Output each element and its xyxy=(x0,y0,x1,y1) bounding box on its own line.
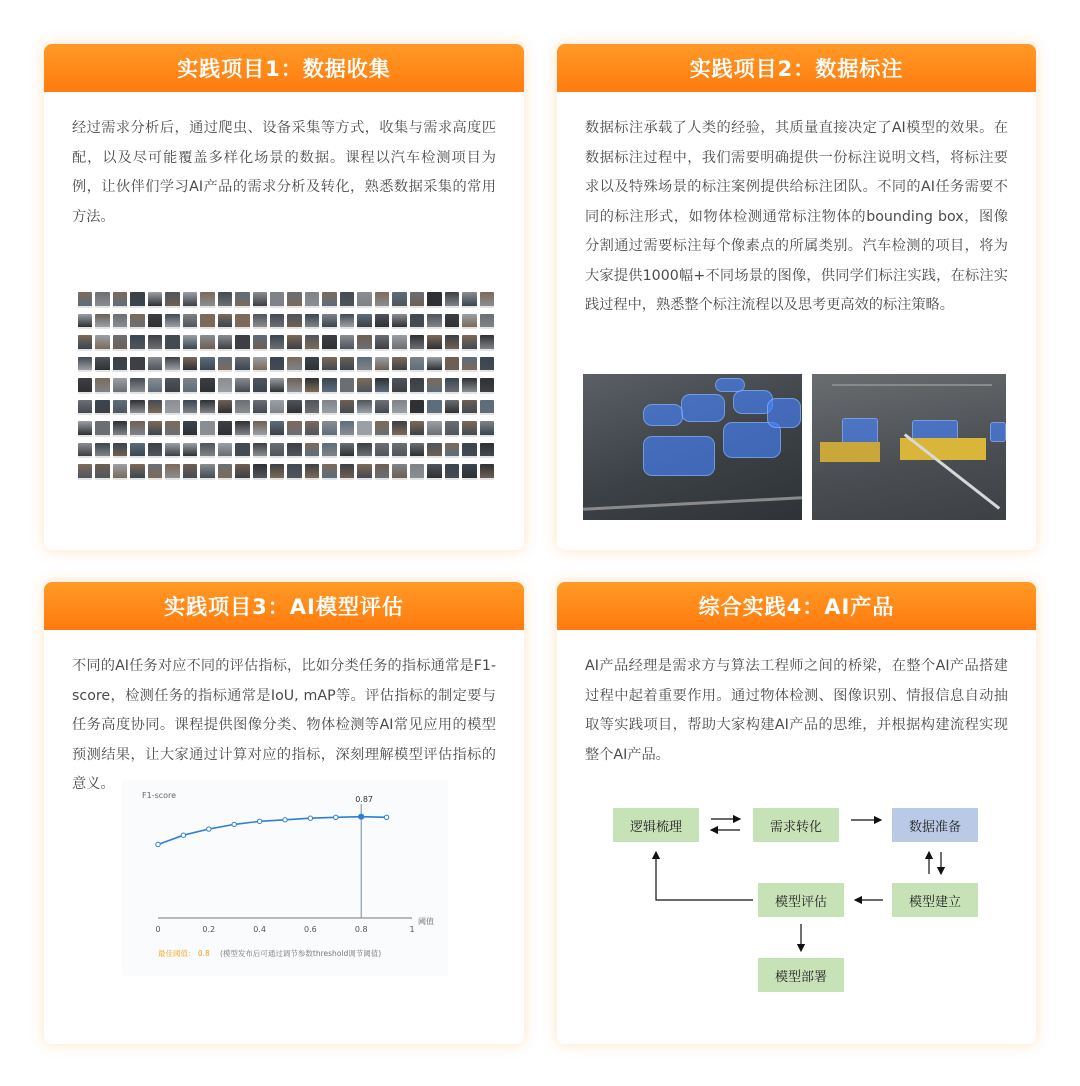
dataset-thumbnail xyxy=(445,378,459,394)
dataset-thumbnail xyxy=(183,335,197,351)
dataset-thumbnail xyxy=(305,421,319,437)
dataset-thumbnail xyxy=(183,464,197,480)
dataset-thumbnail xyxy=(480,292,494,308)
dataset-thumbnail xyxy=(218,335,232,351)
dataset-thumbnail xyxy=(357,378,371,394)
dataset-thumbnail xyxy=(322,443,336,459)
dataset-thumbnail xyxy=(95,292,109,308)
dataset-thumbnail xyxy=(200,400,214,416)
dataset-thumbnail xyxy=(427,357,441,373)
best-threshold-note: 最佳阈值： 0.8 xyxy=(158,949,210,958)
dataset-thumbnail xyxy=(375,464,389,480)
dataset-thumbnail xyxy=(462,421,476,437)
dataset-thumbnail xyxy=(480,314,494,330)
data-point xyxy=(181,833,185,837)
dataset-thumbnail xyxy=(270,292,284,308)
dataset-thumbnail xyxy=(200,421,214,437)
dataset-thumbnail xyxy=(305,335,319,351)
highlight-label: 0.87 xyxy=(355,795,374,804)
dataset-thumbnail xyxy=(113,400,127,416)
dataset-thumbnail xyxy=(357,443,371,459)
dataset-thumbnail xyxy=(322,357,336,373)
dataset-thumbnail xyxy=(200,378,214,394)
dataset-thumbnail xyxy=(253,400,267,416)
dataset-thumbnail xyxy=(148,421,162,437)
dataset-thumbnail xyxy=(445,464,459,480)
dataset-thumbnail xyxy=(305,400,319,416)
dataset-thumbnail xyxy=(200,335,214,351)
dataset-thumbnail xyxy=(322,400,336,416)
flow-node-data: 数据准备 xyxy=(892,808,978,842)
dataset-thumbnail xyxy=(183,443,197,459)
dataset-thumbnail xyxy=(445,421,459,437)
dataset-thumbnail xyxy=(322,292,336,308)
dataset-thumbnail xyxy=(235,464,249,480)
dataset-thumbnail xyxy=(78,443,92,459)
y-axis-label: F1-score xyxy=(142,791,177,800)
dataset-thumbnail xyxy=(130,464,144,480)
dataset-thumbnail xyxy=(183,421,197,437)
dataset-thumbnail xyxy=(253,443,267,459)
x-tick-label: 1 xyxy=(409,925,415,934)
dataset-thumbnail xyxy=(392,464,406,480)
annotated-parking-photo xyxy=(812,374,1006,520)
dataset-thumbnail xyxy=(480,443,494,459)
data-point xyxy=(207,827,211,831)
dataset-thumbnail xyxy=(340,421,354,437)
dataset-thumbnail xyxy=(148,378,162,394)
dataset-thumbnail xyxy=(218,443,232,459)
dataset-thumbnail xyxy=(148,400,162,416)
dataset-thumbnail xyxy=(462,335,476,351)
threshold-footnote: (模型发布后可通过调节参数threshold调节阈值) xyxy=(220,949,382,958)
dataset-thumbnail xyxy=(375,292,389,308)
dataset-thumbnail xyxy=(287,378,301,394)
dataset-thumbnail xyxy=(392,400,406,416)
dataset-thumbnail xyxy=(270,335,284,351)
dataset-thumbnail xyxy=(340,357,354,373)
card-text: 不同的AI任务对应不同的评估指标，比如分类任务的指标通常是F1-score，检测任务的指标通常是IoU, mAP等。评估指标的制定要与任务高度协同。课程提供图像分类、物体检测等AI常见应用的模型预测结果，让大家通过计算对应的指标，深刻理解模型评估指标的意义。 xyxy=(72,658,496,792)
f1-series-line xyxy=(158,817,387,845)
dataset-thumbnail xyxy=(392,421,406,437)
dataset-thumbnail xyxy=(165,335,179,351)
dataset-thumbnail xyxy=(445,314,459,330)
x-axis-label: 阈值 xyxy=(418,917,434,926)
dataset-thumbnail xyxy=(130,292,144,308)
dataset-thumbnail xyxy=(427,314,441,330)
dataset-thumbnail xyxy=(165,443,179,459)
dataset-thumbnail xyxy=(95,421,109,437)
flow-node-build: 模型建立 xyxy=(892,883,978,917)
card-data-annotation xyxy=(557,44,1036,550)
dataset-thumbnail xyxy=(322,464,336,480)
dataset-thumbnail xyxy=(148,464,162,480)
dataset-thumbnail xyxy=(253,378,267,394)
data-point xyxy=(334,815,338,819)
dataset-thumbnail xyxy=(218,464,232,480)
dataset-thumbnail xyxy=(357,464,371,480)
dataset-thumbnail xyxy=(95,400,109,416)
dataset-thumbnail xyxy=(462,357,476,373)
dataset-thumbnail xyxy=(322,335,336,351)
dataset-thumbnail xyxy=(375,443,389,459)
x-tick-label: 0.4 xyxy=(253,925,266,934)
dataset-thumbnail xyxy=(253,421,267,437)
dataset-thumbnail xyxy=(253,464,267,480)
dataset-thumbnail xyxy=(340,464,354,480)
dataset-thumbnail xyxy=(270,464,284,480)
dataset-thumbnail xyxy=(270,400,284,416)
dataset-thumbnail xyxy=(165,421,179,437)
dataset-thumbnail xyxy=(270,421,284,437)
dataset-thumbnail xyxy=(392,443,406,459)
dataset-thumbnail xyxy=(427,443,441,459)
dataset-thumbnail xyxy=(340,335,354,351)
x-tick-label: 0.8 xyxy=(354,925,368,934)
dataset-thumbnail xyxy=(148,292,162,308)
dataset-thumbnail-grid xyxy=(78,292,494,480)
flow-node-logic: 逻辑梳理 xyxy=(613,808,699,842)
dataset-thumbnail xyxy=(287,335,301,351)
dataset-thumbnail xyxy=(462,464,476,480)
dataset-thumbnail xyxy=(392,357,406,373)
dataset-thumbnail xyxy=(113,464,127,480)
dataset-thumbnail xyxy=(340,314,354,330)
dataset-thumbnail xyxy=(445,335,459,351)
dataset-thumbnail xyxy=(183,314,197,330)
dataset-thumbnail xyxy=(218,292,232,308)
card-text: 经过需求分析后，通过爬虫、设备采集等方式，收集与需求高度匹配，以及尽可能覆盖多样化场景的数据。课程以汽车检测项目为例，让伙伴们学习AI产品的需求分析及转化，熟悉数据采集的常用方法。 xyxy=(72,120,496,225)
dataset-thumbnail xyxy=(462,443,476,459)
dataset-thumbnail xyxy=(113,314,127,330)
dataset-thumbnail xyxy=(410,292,424,308)
dataset-thumbnail xyxy=(235,357,249,373)
dataset-thumbnail xyxy=(218,314,232,330)
dataset-thumbnail xyxy=(270,378,284,394)
dataset-thumbnail xyxy=(253,357,267,373)
dataset-thumbnail xyxy=(130,421,144,437)
dataset-thumbnail xyxy=(392,292,406,308)
dataset-thumbnail xyxy=(445,292,459,308)
dataset-thumbnail xyxy=(235,314,249,330)
dataset-thumbnail xyxy=(375,335,389,351)
dataset-thumbnail xyxy=(183,400,197,416)
dataset-thumbnail xyxy=(480,464,494,480)
dataset-thumbnail xyxy=(78,400,92,416)
dataset-thumbnail xyxy=(165,464,179,480)
dataset-thumbnail xyxy=(305,357,319,373)
dataset-thumbnail xyxy=(287,357,301,373)
dataset-thumbnail xyxy=(113,357,127,373)
dataset-thumbnail xyxy=(462,378,476,394)
dataset-thumbnail xyxy=(130,378,144,394)
card-text: 数据标注承载了人类的经验，其质量直接决定了AI模型的效果。在数据标注过程中，我们需要明确提供一份标注说明文档，将标注要求以及特殊场景的标注案例提供给标注团队。不同的AI任务需要不同的标注形式，如物体检测通常标注物体的bounding box，图像分割通过需要标注每个像素点的所属类别。汽车检测的项目，将为大家提供1000幅+不同场景的图像，供同学们标注实践，在标注实践过程中，熟悉整个标注流程以及思考更高效的标注策略。 xyxy=(585,120,1008,313)
dataset-thumbnail xyxy=(410,335,424,351)
dataset-thumbnail xyxy=(357,335,371,351)
dataset-thumbnail xyxy=(148,357,162,373)
dataset-thumbnail xyxy=(95,357,109,373)
dataset-thumbnail xyxy=(375,314,389,330)
annotated-traffic-photo xyxy=(583,374,802,520)
dataset-thumbnail xyxy=(322,378,336,394)
dataset-thumbnail xyxy=(218,400,232,416)
dataset-thumbnail xyxy=(480,421,494,437)
dataset-thumbnail xyxy=(218,357,232,373)
dataset-thumbnail xyxy=(427,292,441,308)
dataset-thumbnail xyxy=(357,292,371,308)
dataset-thumbnail xyxy=(235,292,249,308)
card-title: 实践项目2：数据标注 xyxy=(557,44,1036,92)
data-point xyxy=(308,816,312,820)
dataset-thumbnail xyxy=(270,357,284,373)
dataset-thumbnail xyxy=(410,357,424,373)
dataset-thumbnail xyxy=(78,335,92,351)
dataset-thumbnail xyxy=(78,464,92,480)
dataset-thumbnail xyxy=(462,400,476,416)
dataset-thumbnail xyxy=(340,443,354,459)
dataset-thumbnail xyxy=(287,421,301,437)
dataset-thumbnail xyxy=(95,314,109,330)
dataset-thumbnail xyxy=(340,292,354,308)
dataset-thumbnail xyxy=(78,292,92,308)
dataset-thumbnail xyxy=(340,400,354,416)
dataset-thumbnail xyxy=(95,443,109,459)
x-tick-label: 0 xyxy=(155,925,161,934)
dataset-thumbnail xyxy=(375,421,389,437)
dataset-thumbnail xyxy=(78,357,92,373)
dataset-thumbnail xyxy=(340,378,354,394)
dataset-thumbnail xyxy=(95,378,109,394)
dataset-thumbnail xyxy=(410,400,424,416)
data-point xyxy=(156,842,160,846)
data-point xyxy=(283,818,287,822)
dataset-thumbnail xyxy=(287,314,301,330)
dataset-thumbnail xyxy=(287,464,301,480)
dataset-thumbnail xyxy=(462,314,476,330)
dataset-thumbnail xyxy=(375,378,389,394)
dataset-thumbnail xyxy=(410,421,424,437)
dataset-thumbnail xyxy=(78,314,92,330)
dataset-thumbnail xyxy=(148,314,162,330)
dataset-thumbnail xyxy=(410,378,424,394)
dataset-thumbnail xyxy=(165,357,179,373)
dataset-thumbnail xyxy=(165,378,179,394)
dataset-thumbnail xyxy=(375,357,389,373)
dataset-thumbnail xyxy=(445,400,459,416)
dataset-thumbnail xyxy=(287,400,301,416)
data-point xyxy=(232,822,236,826)
dataset-thumbnail xyxy=(270,443,284,459)
dataset-thumbnail xyxy=(392,314,406,330)
flow-node-demand: 需求转化 xyxy=(753,808,839,842)
dataset-thumbnail xyxy=(270,314,284,330)
dataset-thumbnail xyxy=(113,443,127,459)
dataset-thumbnail xyxy=(480,335,494,351)
dataset-thumbnail xyxy=(95,464,109,480)
card-title: 实践项目1：数据收集 xyxy=(44,44,524,92)
dataset-thumbnail xyxy=(427,400,441,416)
dataset-thumbnail xyxy=(480,378,494,394)
dataset-thumbnail xyxy=(130,335,144,351)
dataset-thumbnail xyxy=(287,292,301,308)
dataset-thumbnail xyxy=(427,378,441,394)
dataset-thumbnail xyxy=(427,464,441,480)
dataset-thumbnail xyxy=(183,292,197,308)
card-ai-product xyxy=(557,582,1036,1044)
dataset-thumbnail xyxy=(392,335,406,351)
dataset-thumbnail xyxy=(165,292,179,308)
dataset-thumbnail xyxy=(78,421,92,437)
dataset-thumbnail xyxy=(305,314,319,330)
dataset-thumbnail xyxy=(235,400,249,416)
dataset-thumbnail xyxy=(218,421,232,437)
dataset-thumbnail xyxy=(322,314,336,330)
arrow-eval-to-logic xyxy=(656,852,753,900)
dataset-thumbnail xyxy=(218,378,232,394)
data-point xyxy=(359,814,364,819)
dataset-thumbnail xyxy=(165,314,179,330)
dataset-thumbnail xyxy=(113,421,127,437)
dataset-thumbnail xyxy=(200,314,214,330)
dataset-thumbnail xyxy=(78,378,92,394)
flow-node-deploy: 模型部署 xyxy=(758,958,844,992)
dataset-thumbnail xyxy=(480,400,494,416)
dataset-thumbnail xyxy=(200,357,214,373)
dataset-thumbnail xyxy=(427,421,441,437)
dataset-thumbnail xyxy=(113,335,127,351)
dataset-thumbnail xyxy=(130,314,144,330)
card-title: 综合实践4：AI产品 xyxy=(557,582,1036,630)
dataset-thumbnail xyxy=(235,378,249,394)
dataset-thumbnail xyxy=(130,400,144,416)
x-tick-label: 0.6 xyxy=(304,925,317,934)
data-point xyxy=(257,819,261,823)
f1-score-chart-svg xyxy=(122,780,448,976)
dataset-thumbnail xyxy=(253,314,267,330)
dataset-thumbnail xyxy=(200,464,214,480)
dataset-thumbnail xyxy=(253,335,267,351)
card-title: 实践项目3：AI模型评估 xyxy=(44,582,524,630)
f1-score-chart xyxy=(122,780,448,976)
dataset-thumbnail xyxy=(305,378,319,394)
dataset-thumbnail xyxy=(322,421,336,437)
dataset-thumbnail xyxy=(148,335,162,351)
dataset-thumbnail xyxy=(392,378,406,394)
dataset-thumbnail xyxy=(235,443,249,459)
dataset-thumbnail xyxy=(130,443,144,459)
dataset-thumbnail xyxy=(305,292,319,308)
dataset-thumbnail xyxy=(410,464,424,480)
dataset-thumbnail xyxy=(253,292,267,308)
dataset-thumbnail xyxy=(113,378,127,394)
dataset-thumbnail xyxy=(130,357,144,373)
dataset-thumbnail xyxy=(480,357,494,373)
dataset-thumbnail xyxy=(445,357,459,373)
dataset-thumbnail xyxy=(183,357,197,373)
dataset-thumbnail xyxy=(287,443,301,459)
dataset-thumbnail xyxy=(305,464,319,480)
card-model-evaluation xyxy=(44,582,524,1044)
dataset-thumbnail xyxy=(235,421,249,437)
dataset-thumbnail xyxy=(445,443,459,459)
dataset-thumbnail xyxy=(410,443,424,459)
x-tick-label: 0.2 xyxy=(202,925,216,934)
card-text: AI产品经理是需求方与算法工程师之间的桥梁，在整个AI产品搭建过程中起着重要作用。通过物体检测、图像识别、情报信息自动抽取等实践项目，帮助大家构建AI产品的思维，并根据构建流程实现整个AI产品。 xyxy=(585,658,1008,763)
dataset-thumbnail xyxy=(410,314,424,330)
dataset-thumbnail xyxy=(200,292,214,308)
dataset-thumbnail xyxy=(113,292,127,308)
dataset-thumbnail xyxy=(357,400,371,416)
dataset-thumbnail xyxy=(357,314,371,330)
dataset-thumbnail xyxy=(357,421,371,437)
dataset-thumbnail xyxy=(95,335,109,351)
flow-node-eval: 模型评估 xyxy=(758,883,844,917)
dataset-thumbnail xyxy=(427,335,441,351)
dataset-thumbnail xyxy=(375,400,389,416)
dataset-thumbnail xyxy=(462,292,476,308)
dataset-thumbnail xyxy=(183,378,197,394)
dataset-thumbnail xyxy=(305,443,319,459)
dataset-thumbnail xyxy=(165,400,179,416)
dataset-thumbnail xyxy=(357,357,371,373)
dataset-thumbnail xyxy=(235,335,249,351)
dataset-thumbnail xyxy=(148,443,162,459)
data-point xyxy=(384,815,388,819)
dataset-thumbnail xyxy=(200,443,214,459)
card-data-collection xyxy=(44,44,524,550)
